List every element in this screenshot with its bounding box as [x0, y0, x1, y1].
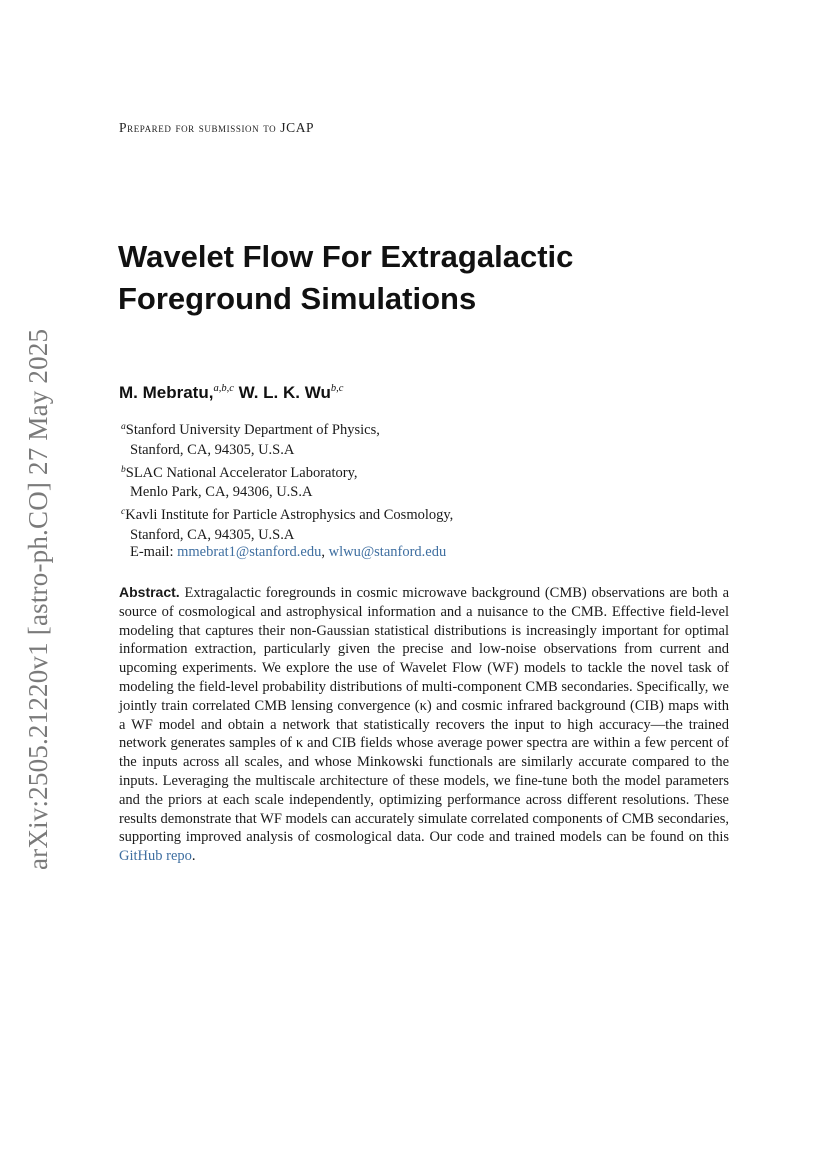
- affiliation-address: Stanford, CA, 94305, U.S.A: [130, 441, 295, 458]
- title-line: Foreground Simulations: [118, 281, 477, 316]
- email-separator: ,: [321, 544, 325, 560]
- affiliation-line: [121, 461, 453, 484]
- abstract: [119, 583, 729, 866]
- author-name: M. Mebratu,: [119, 383, 214, 402]
- affiliation-address: Stanford, CA, 94305, U.S.A: [130, 526, 295, 543]
- abstract-text: Extragalactic foregrounds in cosmic microwave background (CMB) observations are both a source of cosmological and astrophysical information and a nuisance to the CMB. Effective field-level modeling that captures their non-Gaussian statistical distributions is increasingly important for optimal information extraction, particularly given the precise and low-noise observations from current and upcoming experiments. We explore the use of Wavelet Flow (WF) models to tackle the novel task of modeling the field-level probability distributions of multi-component CMB secondaries. Specifically, we jointly train correlated CMB lensing convergence (κ) and cosmic infrared background (CIB) maps with a WF model and obtain a network that statistically recovers the input to high accuracy—the trained network generates samples of κ and CIB fields whose average power spectra are within a few percent of the inputs across all scales, and whose Minkowski functionals are similarly accurate compared to the inputs. Leveraging the multiscale architecture of these models, we fine-tune both the model parameters and the priors at each scale independently, optimizing performance across different resolutions. These results demonstrate that WF models can accurately simulate correlated components of CMB secondaries, supporting improved analysis of cosmological data. Our code and trained models can be found on this: [119, 585, 730, 846]
- affiliation-list: [121, 418, 453, 546]
- author-affiliation-marks: b,c: [330, 383, 344, 394]
- arxiv-identifier-stamp: arXiv:2505.21220v1 [astro-ph.CO] 27 May 2025: [23, 328, 53, 870]
- email-link[interactable]: wlwu@stanford.edu: [328, 544, 447, 560]
- author-affiliation-marks: a,b,c: [213, 383, 234, 394]
- affiliation-mark: a: [121, 422, 126, 432]
- submission-note: Prepared for submission to JCAP: [119, 120, 315, 135]
- email-label: E-mail:: [130, 544, 174, 560]
- author-name: W. L. K. Wu: [238, 383, 331, 402]
- affiliation-line: [121, 418, 453, 441]
- email-link[interactable]: mmebrat1@stanford.edu: [177, 544, 322, 560]
- github-repo-link[interactable]: GitHub repo: [119, 848, 192, 865]
- abstract-end: .: [191, 848, 196, 865]
- abstract-label: Abstract.: [119, 584, 180, 600]
- title-line: Wavelet Flow For Extragalactic: [118, 239, 574, 274]
- affiliation-institution: SLAC National Accelerator Laboratory,: [125, 464, 358, 481]
- paper-title: [118, 236, 738, 320]
- affiliation-mark: c: [121, 507, 126, 518]
- affiliation-address: Menlo Park, CA, 94306, U.S.A: [130, 484, 313, 501]
- author-list: [119, 383, 343, 403]
- affiliation-line: [121, 503, 453, 526]
- affiliation-institution: Kavli Institute for Particle Astrophysics and Cosmology,: [125, 507, 454, 524]
- affiliation-institution: Stanford University Department of Physics,: [125, 422, 380, 438]
- affiliation-mark: b: [121, 464, 126, 475]
- email-line: [130, 544, 446, 561]
